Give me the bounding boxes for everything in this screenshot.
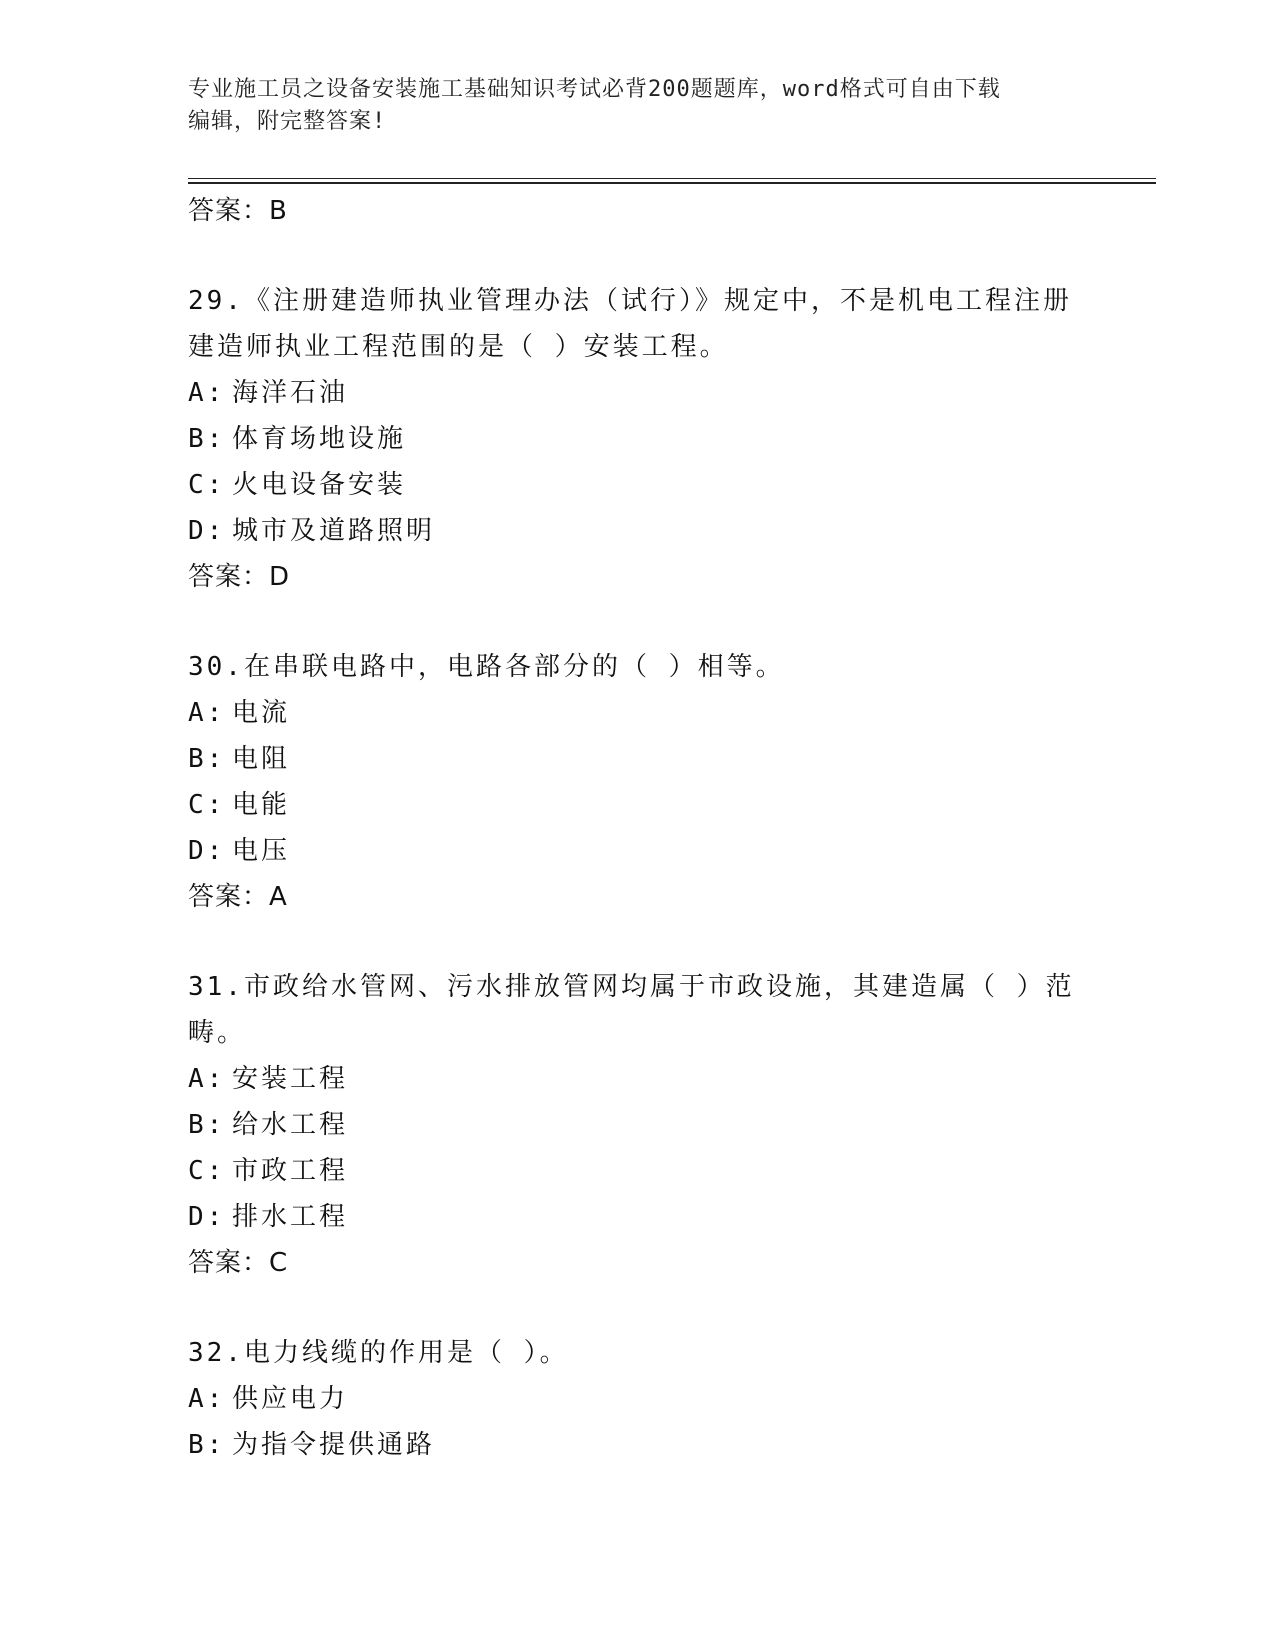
option-text: 给水工程 bbox=[232, 1110, 349, 1140]
option-b bbox=[188, 1102, 1088, 1148]
option-text: 排水工程 bbox=[232, 1202, 349, 1232]
question-30 bbox=[188, 644, 1088, 920]
option-text: 为指令提供通路 bbox=[232, 1430, 436, 1460]
option-a bbox=[188, 690, 1088, 736]
option-letter: A: bbox=[188, 378, 226, 408]
option-text: 市政工程 bbox=[232, 1156, 349, 1186]
question-32 bbox=[188, 1330, 1088, 1468]
option-letter: C: bbox=[188, 1156, 226, 1186]
option-letter: A: bbox=[188, 1384, 226, 1414]
option-text: 安装工程 bbox=[232, 1064, 349, 1094]
option-text: 电流 bbox=[232, 698, 291, 728]
option-c bbox=[188, 462, 1088, 508]
option-letter: C: bbox=[188, 790, 226, 820]
option-b bbox=[188, 736, 1088, 782]
option-d bbox=[188, 508, 1088, 554]
option-c bbox=[188, 782, 1088, 828]
option-letter: D: bbox=[188, 516, 226, 546]
option-b bbox=[188, 416, 1088, 462]
header-divider-thin bbox=[188, 178, 1156, 179]
document-header bbox=[188, 74, 1088, 138]
option-letter: A: bbox=[188, 698, 226, 728]
question-text: 29.《注册建造师执业管理办法（试行）》规定中，不是机电工程注册 bbox=[188, 286, 1072, 316]
option-letter: A: bbox=[188, 1064, 226, 1094]
option-d bbox=[188, 828, 1088, 874]
option-text: 海洋石油 bbox=[232, 378, 349, 408]
question-31 bbox=[188, 964, 1088, 1286]
option-text: 供应电力 bbox=[232, 1384, 349, 1414]
header-divider-thick bbox=[188, 182, 1156, 184]
question-text-cont: 建造师执业工程范围的是（ ）安装工程。 bbox=[188, 332, 729, 362]
option-letter: B: bbox=[188, 1110, 226, 1140]
option-text: 体育场地设施 bbox=[232, 424, 407, 454]
question-text: 31.市政给水管网、污水排放管网均属于市政设施，其建造属（ ）范 bbox=[188, 972, 1075, 1002]
option-text: 电阻 bbox=[232, 744, 291, 774]
previous-answer: 答案：B bbox=[188, 196, 288, 226]
option-letter: D: bbox=[188, 836, 226, 866]
option-text: 电压 bbox=[232, 836, 291, 866]
answer: 答案：D bbox=[188, 562, 291, 592]
option-a bbox=[188, 1376, 1088, 1422]
option-c bbox=[188, 1148, 1088, 1194]
option-text: 电能 bbox=[232, 790, 291, 820]
option-letter: B: bbox=[188, 744, 226, 774]
option-a bbox=[188, 1056, 1088, 1102]
header-line-1: 专业施工员之设备安装施工基础知识考试必背200题题库，word格式可自由下载 bbox=[188, 77, 1001, 102]
question-29 bbox=[188, 278, 1088, 600]
option-text: 城市及道路照明 bbox=[232, 516, 436, 546]
option-d bbox=[188, 1194, 1088, 1240]
option-letter: D: bbox=[188, 1202, 226, 1232]
question-text: 32.电力线缆的作用是（ ）。 bbox=[188, 1338, 569, 1368]
header-line-2: 编辑，附完整答案! bbox=[188, 109, 387, 134]
option-letter: B: bbox=[188, 424, 226, 454]
option-text: 火电设备安装 bbox=[232, 470, 407, 500]
question-text: 30.在串联电路中，电路各部分的（ ）相等。 bbox=[188, 652, 785, 682]
question-text-cont: 畴。 bbox=[188, 1018, 247, 1048]
option-b bbox=[188, 1422, 1088, 1468]
question-list bbox=[188, 188, 1088, 1468]
answer: 答案：A bbox=[188, 882, 288, 912]
option-letter: B: bbox=[188, 1430, 226, 1460]
option-letter: C: bbox=[188, 470, 226, 500]
answer: 答案：C bbox=[188, 1248, 289, 1278]
option-a bbox=[188, 370, 1088, 416]
